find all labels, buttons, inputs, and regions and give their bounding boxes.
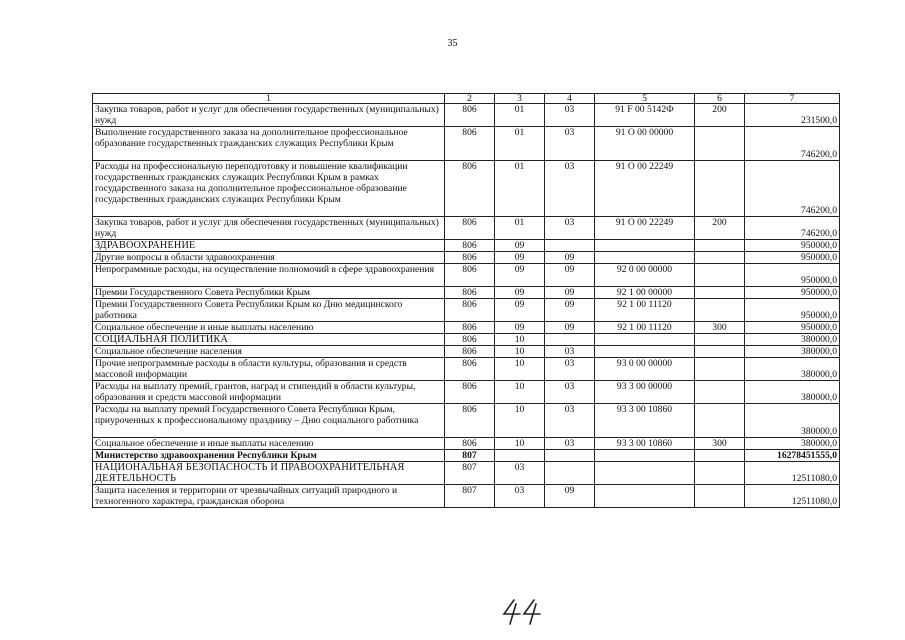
amount-cell: 380000,0 <box>745 334 840 346</box>
code-cell: 807 <box>445 462 495 485</box>
section-cell: 09 <box>495 252 545 264</box>
subsection-cell: 03 <box>545 438 595 450</box>
section-cell <box>495 450 545 462</box>
expense-type-cell <box>695 161 745 217</box>
code-cell: 806 <box>445 127 495 161</box>
subsection-cell: 03 <box>545 161 595 217</box>
target-article-cell: 92 1 00 00000 <box>595 287 695 299</box>
row-name-cell: Непрограммные расходы, на осуществление полномочий в сфере здравоохранения <box>93 264 445 287</box>
target-article-cell: 91 О 00 22249 <box>595 161 695 217</box>
column-header: 2 <box>445 94 495 104</box>
amount-cell: 380000,0 <box>745 404 840 438</box>
row-name-cell: Социальное обеспечение и иные выплаты населению <box>93 322 445 334</box>
subsection-cell: 09 <box>545 264 595 287</box>
target-article-cell: 93 3 00 10860 <box>595 404 695 438</box>
subsection-cell: 09 <box>545 485 595 508</box>
expense-type-cell <box>695 240 745 252</box>
section-cell: 01 <box>495 161 545 217</box>
target-article-cell <box>595 334 695 346</box>
table-row <box>93 240 840 252</box>
code-cell: 807 <box>445 485 495 508</box>
subsection-cell <box>545 450 595 462</box>
table-row <box>93 127 840 161</box>
target-article-cell: 91 О 00 22249 <box>595 217 695 240</box>
expense-type-cell <box>695 299 745 322</box>
row-name-cell: СОЦИАЛЬНАЯ ПОЛИТИКА <box>93 334 445 346</box>
expense-type-cell <box>695 485 745 508</box>
target-article-cell <box>595 346 695 358</box>
target-article-cell: 91 F 00 5142Ф <box>595 104 695 127</box>
target-article-cell: 92 1 00 11120 <box>595 299 695 322</box>
section-cell: 10 <box>495 358 545 381</box>
amount-cell: 746200,0 <box>745 161 840 217</box>
expense-type-cell: 300 <box>695 322 745 334</box>
code-cell: 806 <box>445 287 495 299</box>
expense-type-cell <box>695 450 745 462</box>
target-article-cell <box>595 240 695 252</box>
table-body <box>93 94 840 508</box>
table-row <box>93 299 840 322</box>
amount-cell: 950000,0 <box>745 287 840 299</box>
amount-cell: 950000,0 <box>745 322 840 334</box>
expense-type-cell <box>695 287 745 299</box>
expense-type-cell <box>695 358 745 381</box>
table-row <box>93 252 840 264</box>
section-cell: 10 <box>495 334 545 346</box>
target-article-cell <box>595 485 695 508</box>
table-row <box>93 287 840 299</box>
amount-cell: 12511080,0 <box>745 485 840 508</box>
expense-type-cell <box>695 264 745 287</box>
code-cell: 806 <box>445 438 495 450</box>
expense-type-cell <box>695 127 745 161</box>
table-row <box>93 404 840 438</box>
code-cell: 806 <box>445 358 495 381</box>
subsection-cell <box>545 334 595 346</box>
code-cell: 806 <box>445 322 495 334</box>
amount-cell: 746200,0 <box>745 217 840 240</box>
row-name-cell: Выполнение государственного заказа на дополнительное профессиональное образование государственных гражданских служащих Республики Крым <box>93 127 445 161</box>
subsection-cell: 03 <box>545 127 595 161</box>
amount-cell: 950000,0 <box>745 299 840 322</box>
amount-cell: 746200,0 <box>745 127 840 161</box>
table-row <box>93 334 840 346</box>
handwritten-page-mark <box>500 596 560 626</box>
row-name-cell: ЗДРАВООХРАНЕНИЕ <box>93 240 445 252</box>
expense-type-cell <box>695 381 745 404</box>
column-header: 3 <box>495 94 545 104</box>
code-cell: 806 <box>445 252 495 264</box>
section-cell: 01 <box>495 104 545 127</box>
budget-table <box>92 93 840 508</box>
code-cell: 806 <box>445 299 495 322</box>
column-header: 1 <box>93 94 445 104</box>
target-article-cell: 93 3 00 00000 <box>595 381 695 404</box>
section-cell: 09 <box>495 322 545 334</box>
section-cell: 10 <box>495 346 545 358</box>
amount-cell: 231500,0 <box>745 104 840 127</box>
amount-cell: 950000,0 <box>745 264 840 287</box>
amount-cell: 380000,0 <box>745 438 840 450</box>
amount-cell: 380000,0 <box>745 381 840 404</box>
amount-cell: 950000,0 <box>745 252 840 264</box>
subsection-cell: 03 <box>545 381 595 404</box>
expense-type-cell <box>695 252 745 264</box>
code-cell: 806 <box>445 381 495 404</box>
subsection-cell: 03 <box>545 104 595 127</box>
row-name-cell: Министерство здравоохранения Республики Крым <box>93 450 445 462</box>
column-header: 6 <box>695 94 745 104</box>
target-article-cell: 92 1 00 11120 <box>595 322 695 334</box>
row-name-cell: Расходы на выплату премий, грантов, наград и стипендий в области культуры, образования и средств массовой информации <box>93 381 445 404</box>
expense-type-cell <box>695 404 745 438</box>
section-cell: 09 <box>495 240 545 252</box>
target-article-cell <box>595 450 695 462</box>
code-cell: 806 <box>445 161 495 217</box>
page-number: 35 <box>447 38 458 49</box>
table-row <box>93 450 840 462</box>
target-article-cell: 91 О 00 00000 <box>595 127 695 161</box>
subsection-cell: 09 <box>545 287 595 299</box>
code-cell: 806 <box>445 264 495 287</box>
table-row <box>93 217 840 240</box>
section-cell: 03 <box>495 485 545 508</box>
row-name-cell: Закупка товаров, работ и услуг для обеспечения государственных (муниципальных) нужд <box>93 104 445 127</box>
subsection-cell: 03 <box>545 217 595 240</box>
row-name-cell: Другие вопросы в области здравоохранения <box>93 252 445 264</box>
table-row <box>93 264 840 287</box>
amount-cell: 12511080,0 <box>745 462 840 485</box>
code-cell: 806 <box>445 404 495 438</box>
row-name-cell: Расходы на выплату премий Государственного Совета Республики Крым, приуроченных к профессиональному празднику – Дню социального работника <box>93 404 445 438</box>
section-cell: 03 <box>495 462 545 485</box>
subsection-cell: 03 <box>545 404 595 438</box>
table-row <box>93 462 840 485</box>
subsection-cell: 09 <box>545 299 595 322</box>
amount-cell: 950000,0 <box>745 240 840 252</box>
target-article-cell <box>595 462 695 485</box>
expense-type-cell: 300 <box>695 438 745 450</box>
target-article-cell <box>595 252 695 264</box>
section-cell: 09 <box>495 264 545 287</box>
column-header: 4 <box>545 94 595 104</box>
column-header: 5 <box>595 94 695 104</box>
code-cell: 806 <box>445 334 495 346</box>
table-row <box>93 104 840 127</box>
code-cell: 806 <box>445 240 495 252</box>
target-article-cell: 93 3 00 10860 <box>595 438 695 450</box>
row-name-cell: Премии Государственного Совета Республики Крым ко Дню медицинского работника <box>93 299 445 322</box>
expense-type-cell: 200 <box>695 104 745 127</box>
row-name-cell: Социальное обеспечение населения <box>93 346 445 358</box>
table-row <box>93 485 840 508</box>
amount-cell: 380000,0 <box>745 346 840 358</box>
target-article-cell: 93 0 00 00000 <box>595 358 695 381</box>
subsection-cell: 09 <box>545 252 595 264</box>
section-cell: 09 <box>495 287 545 299</box>
table-row <box>93 438 840 450</box>
row-name-cell: НАЦИОНАЛЬНАЯ БЕЗОПАСНОСТЬ И ПРАВООХРАНИТЕЛЬНАЯ ДЕЯТЕЛЬНОСТЬ <box>93 462 445 485</box>
section-cell: 01 <box>495 127 545 161</box>
subsection-cell: 09 <box>545 322 595 334</box>
subsection-cell: 03 <box>545 358 595 381</box>
subsection-cell <box>545 240 595 252</box>
code-cell: 806 <box>445 346 495 358</box>
section-cell: 01 <box>495 217 545 240</box>
table-row <box>93 358 840 381</box>
section-cell: 09 <box>495 299 545 322</box>
row-name-cell: Расходы на профессиональную переподготовку и повышение квалификации государственных гражданских служащих Республики Крым в рамках государственного заказа на дополнительное профессиональное образование государственных гражданских служащих Республики Крым <box>93 161 445 217</box>
subsection-cell <box>545 462 595 485</box>
subsection-cell: 03 <box>545 346 595 358</box>
expense-type-cell <box>695 346 745 358</box>
row-name-cell: Социальное обеспечение и иные выплаты населению <box>93 438 445 450</box>
table-row <box>93 346 840 358</box>
table-row <box>93 161 840 217</box>
table-row <box>93 381 840 404</box>
target-article-cell: 92 0 00 00000 <box>595 264 695 287</box>
section-cell: 10 <box>495 381 545 404</box>
amount-cell: 16278451555,0 <box>745 450 840 462</box>
header-row <box>93 94 840 104</box>
column-header: 7 <box>745 94 840 104</box>
row-name-cell: Премии Государственного Совета Республики Крым <box>93 287 445 299</box>
row-name-cell: Защита населения и территории от чрезвычайных ситуаций природного и техногенного характера, гражданская оборона <box>93 485 445 508</box>
code-cell: 806 <box>445 104 495 127</box>
expense-type-cell <box>695 462 745 485</box>
amount-cell: 380000,0 <box>745 358 840 381</box>
row-name-cell: Прочие непрограммные расходы в области культуры, образования и средств массовой информации <box>93 358 445 381</box>
table-row <box>93 322 840 334</box>
section-cell: 10 <box>495 404 545 438</box>
row-name-cell: Закупка товаров, работ и услуг для обеспечения государственных (муниципальных) нужд <box>93 217 445 240</box>
section-cell: 10 <box>495 438 545 450</box>
code-cell: 807 <box>445 450 495 462</box>
code-cell: 806 <box>445 217 495 240</box>
expense-type-cell <box>695 334 745 346</box>
expense-type-cell: 200 <box>695 217 745 240</box>
